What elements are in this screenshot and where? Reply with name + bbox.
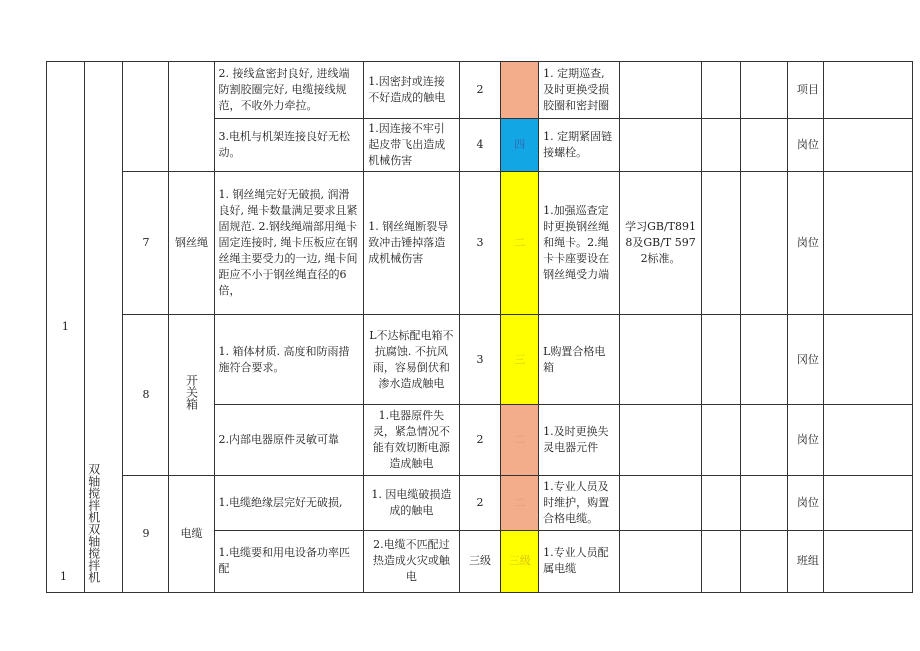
blank-cell (741, 314, 788, 404)
measure-cell: 1.专业人员及时维护，购置合格电缆。 (539, 475, 620, 530)
blank-cell (619, 405, 702, 475)
blank-cell (823, 405, 912, 475)
risk-level-cell (501, 62, 539, 119)
measure-cell: 1. 定期紧固链接螺栓。 (539, 119, 620, 172)
table-row (47, 475, 913, 530)
responsible-cell: 冈位 (788, 314, 824, 404)
blank-cell (823, 314, 912, 404)
responsible-cell: 岗位 (788, 475, 824, 530)
requirement-cell: 2.内部电器原件灵敏可靠 (214, 405, 364, 475)
table-row (47, 172, 913, 315)
blank-cell (702, 172, 741, 315)
hazard-cell: 1. 钢丝绳断裂导致冲击锤掉落造成机械伤害 (364, 172, 459, 315)
row-marker: 1 (60, 570, 67, 583)
blank-cell (823, 172, 912, 315)
blank-cell (823, 62, 912, 119)
blank-cell (741, 119, 788, 172)
hazard-cell: 1.因密封或连接不好造成的触电 (364, 62, 459, 119)
hazard-cell: 1.电器原件失灵，紧急情况不能有效切断电源造成触电 (364, 405, 459, 475)
table-row (47, 314, 913, 404)
risk-level-cell: 四 (501, 119, 539, 172)
responsible-cell: 班组 (788, 530, 824, 592)
score-cell: 4 (459, 119, 501, 172)
measure-cell: 1.加强巡查定时更换钢丝绳和绳卡。2.绳卡卡座要设在钢丝绳受力端 (539, 172, 620, 315)
requirement-cell: 2. 接线盒密封良好, 进线端防割胶圈完好, 电缆接线规范，不收外力牵拉。 (214, 62, 364, 119)
blank-cell (741, 475, 788, 530)
responsible-cell: 项目 (788, 62, 824, 119)
risk-level-cell: 二 (501, 172, 539, 315)
blank-cell (823, 530, 912, 592)
risk-level-cell: 三 (501, 314, 539, 404)
blank-cell (741, 530, 788, 592)
score-cell: 三级 (459, 530, 501, 592)
item-no-cell: 7 (123, 172, 169, 315)
item-name-cell (169, 62, 214, 172)
score-cell: 2 (459, 405, 501, 475)
item-no-cell: 8 (123, 314, 169, 475)
hazard-cell: L不达标配电箱不抗腐蚀. 不抗风雨，容易倒伏和渗水造成触电 (364, 314, 459, 404)
item-no-cell: 9 (123, 475, 169, 593)
measure-cell: 1.专业人员配属电缆 (539, 530, 620, 592)
measure-cell: 1. 定期巡查, 及时更换受损胶圈和密封圈 (539, 62, 620, 119)
item-no-cell (123, 62, 169, 172)
measure-cell: L购置合格电箱 (539, 314, 620, 404)
table-row (47, 62, 913, 119)
risk-level-cell: 三级 (501, 530, 539, 592)
risk-level-cell: 二 (501, 405, 539, 475)
item-name-cell: 电缆 (169, 475, 214, 593)
item-name-cell (169, 314, 214, 475)
blank-cell (823, 119, 912, 172)
measure-cell: 1.及时更换失灵电器元件 (539, 405, 620, 475)
requirement-cell: 3.电机与机架连接良好无松动。 (214, 119, 364, 172)
equipment-cell (84, 62, 123, 593)
hazard-cell: 1.因连接不牢引起皮带飞出造成机械伤害 (364, 119, 459, 172)
blank-cell (619, 314, 702, 404)
blank-cell (823, 475, 912, 530)
basis-cell (702, 530, 741, 592)
hazard-cell: 1. 因电缆破损造成的触电 (364, 475, 459, 530)
hazard-cell: 2.电缆不匹配过热造成火灾或触电 (364, 530, 459, 592)
score-cell: 2 (459, 62, 501, 119)
section-number-cell (47, 62, 85, 593)
blank-cell (619, 475, 702, 530)
risk-level-cell: 二 (501, 475, 539, 530)
responsible-cell: 岗位 (788, 172, 824, 315)
basis-cell: 学习GB/T8918及GB/T 5972标准。 (619, 172, 702, 315)
blank-cell (619, 119, 702, 172)
blank-cell (741, 62, 788, 119)
score-cell: 2 (459, 475, 501, 530)
requirement-cell: 1. 钢丝绳完好无破损, 润滑良好, 绳卡数量满足要求且紧固规范. 2.钢线绳端部用绳卡固定连接时, 绳卡压板应在钢丝绳主要受力的一边, 绳卡间距应不小于钢丝绳直径的6倍， (214, 172, 364, 315)
risk-assessment-table (46, 61, 913, 593)
score-cell: 3 (459, 314, 501, 404)
item-name-cell: 钢丝绳 (169, 172, 214, 315)
blank-cell (619, 62, 702, 119)
item-name: 开关箱 (184, 374, 199, 411)
basis-cell (702, 62, 741, 119)
blank-cell (619, 530, 702, 592)
requirement-cell: 1.电缆绝缘层完好无破损, (214, 475, 364, 530)
requirement-cell: 1. 箱体材质. 高度和防雨措施符合要求。 (214, 314, 364, 404)
basis-cell (702, 405, 741, 475)
basis-cell (702, 475, 741, 530)
section-number: 1 (61, 320, 69, 333)
blank-cell (741, 405, 788, 475)
responsible-cell: 岗位 (788, 405, 824, 475)
equipment-name: 双轴搅拌机双轴搅拌机 (86, 463, 101, 583)
requirement-cell: 1.电缆要和用电设备功率匹配 (214, 530, 364, 592)
blank-cell (741, 172, 788, 315)
score-cell: 3 (459, 172, 501, 315)
responsible-cell: 岗位 (788, 119, 824, 172)
basis-cell (702, 119, 741, 172)
basis-cell (702, 314, 741, 404)
